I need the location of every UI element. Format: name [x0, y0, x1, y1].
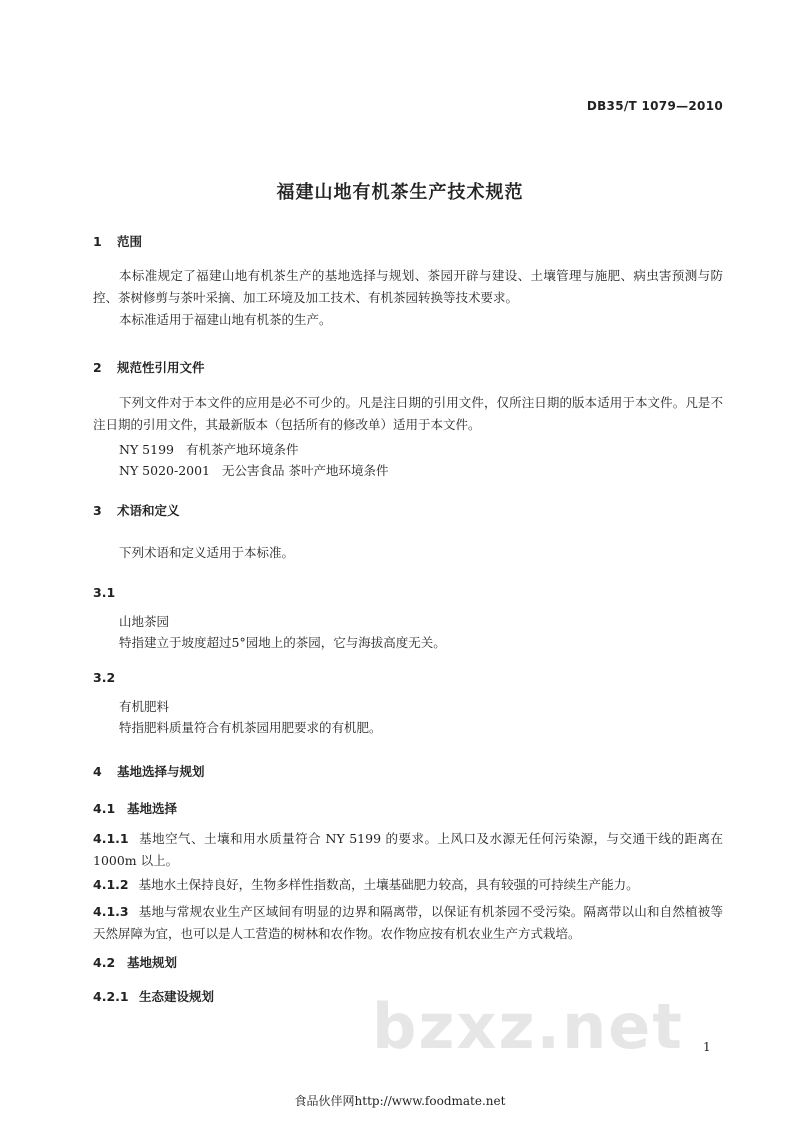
- footer-source: 食品伙伴网http://www.foodmate.net: [294, 1094, 506, 1108]
- section-title: 基地选择与规划: [117, 764, 205, 779]
- page-number: 1: [703, 1040, 711, 1054]
- reference-code: NY 5199: [119, 442, 174, 457]
- clause-text: 基地空气、土壤和用水质量符合 NY 5199 的要求。上风口及水源无任何污染源，与交通干线的距离在 1000m 以上。: [93, 831, 723, 868]
- reference-title: 有机茶产地环境条件: [185, 442, 299, 457]
- section-title: 规范性引用文件: [117, 360, 205, 375]
- standard-number: DB35/T 1079—2010: [586, 99, 723, 113]
- scope-paragraph: 本标准规定了福建山地有机茶生产的基地选择与规划、茶园开辟与建设、土壤管理与施肥、病虫害预测与防控、茶树修剪与茶叶采摘、加工环境及加工技术、有机茶园转换等技术要求。: [93, 268, 723, 305]
- section-number: 1: [93, 234, 102, 249]
- references-intro: 下列文件对于本文件的应用是必不可少的。凡是注日期的引用文件，仅所注日期的版本适用于本文件。凡是不注日期的引用文件，其最新版本（包括所有的修改单）适用于本文件。: [93, 395, 723, 432]
- term-name: 有机肥料: [119, 699, 170, 714]
- clause-4-1-1: [93, 828, 723, 872]
- subsection-4-1-heading: [93, 799, 177, 817]
- subsection-4-2-1-heading: [93, 987, 214, 1005]
- subsection-number: 4.2: [93, 955, 116, 970]
- clause-4-1-2: [93, 874, 723, 896]
- reference-title: 无公害食品 茶叶产地环境条件: [222, 463, 389, 478]
- terms-intro: 下列术语和定义适用于本标准。: [119, 545, 295, 560]
- term-definition: 特指肥料质量符合有机茶园用肥要求的有机肥。: [119, 720, 382, 735]
- section-number: 3: [93, 503, 102, 518]
- section-4-heading: [93, 762, 205, 780]
- clause-text: 基地与常规农业生产区域间有明显的边界和隔离带，以保证有机茶园不受污染。隔离带以山和自然植被等天然屏障为宜，也可以是人工营造的树林和农作物。农作物应按有机农业生产方式栽培。: [93, 904, 723, 941]
- watermark: bzxz.net: [372, 990, 684, 1063]
- section-number: 4: [93, 764, 102, 779]
- subsection-title: 基地选择: [127, 801, 178, 816]
- clause-number: 4.1.3: [93, 904, 129, 919]
- reference-code: NY 5020-2001: [119, 463, 211, 478]
- subsection-number: 4.2.1: [93, 989, 129, 1004]
- clause-4-1-3: [93, 901, 723, 945]
- subsection-title: 生态建设规划: [139, 989, 215, 1004]
- scope-applicability: 本标准适用于福建山地有机茶的生产。: [119, 312, 332, 327]
- section-title: 范围: [117, 234, 143, 249]
- reference-item: [119, 440, 299, 458]
- document-title: 福建山地有机茶生产技术规范: [276, 182, 524, 203]
- subsection-title: 基地规划: [127, 955, 178, 970]
- subsection-number: 4.1: [93, 801, 116, 816]
- section-2-heading: [93, 358, 205, 376]
- section-3-heading: [93, 501, 180, 519]
- term-number: 3.2: [93, 670, 116, 685]
- subsection-4-2-heading: [93, 953, 177, 971]
- term-name: 山地茶园: [119, 614, 170, 629]
- section-number: 2: [93, 360, 102, 375]
- clause-number: 4.1.2: [93, 877, 129, 892]
- clause-text: 基地水土保持良好，生物多样性指数高，土壤基础肥力较高，具有较强的可持续生产能力。: [138, 877, 639, 892]
- section-1-heading: [93, 232, 142, 250]
- reference-item: [119, 461, 389, 479]
- term-definition: 特指建立于坡度超过5°园地上的茶园，它与海拔高度无关。: [119, 635, 446, 650]
- clause-number: 4.1.1: [93, 831, 129, 846]
- section-title: 术语和定义: [117, 503, 180, 518]
- term-number: 3.1: [93, 585, 116, 600]
